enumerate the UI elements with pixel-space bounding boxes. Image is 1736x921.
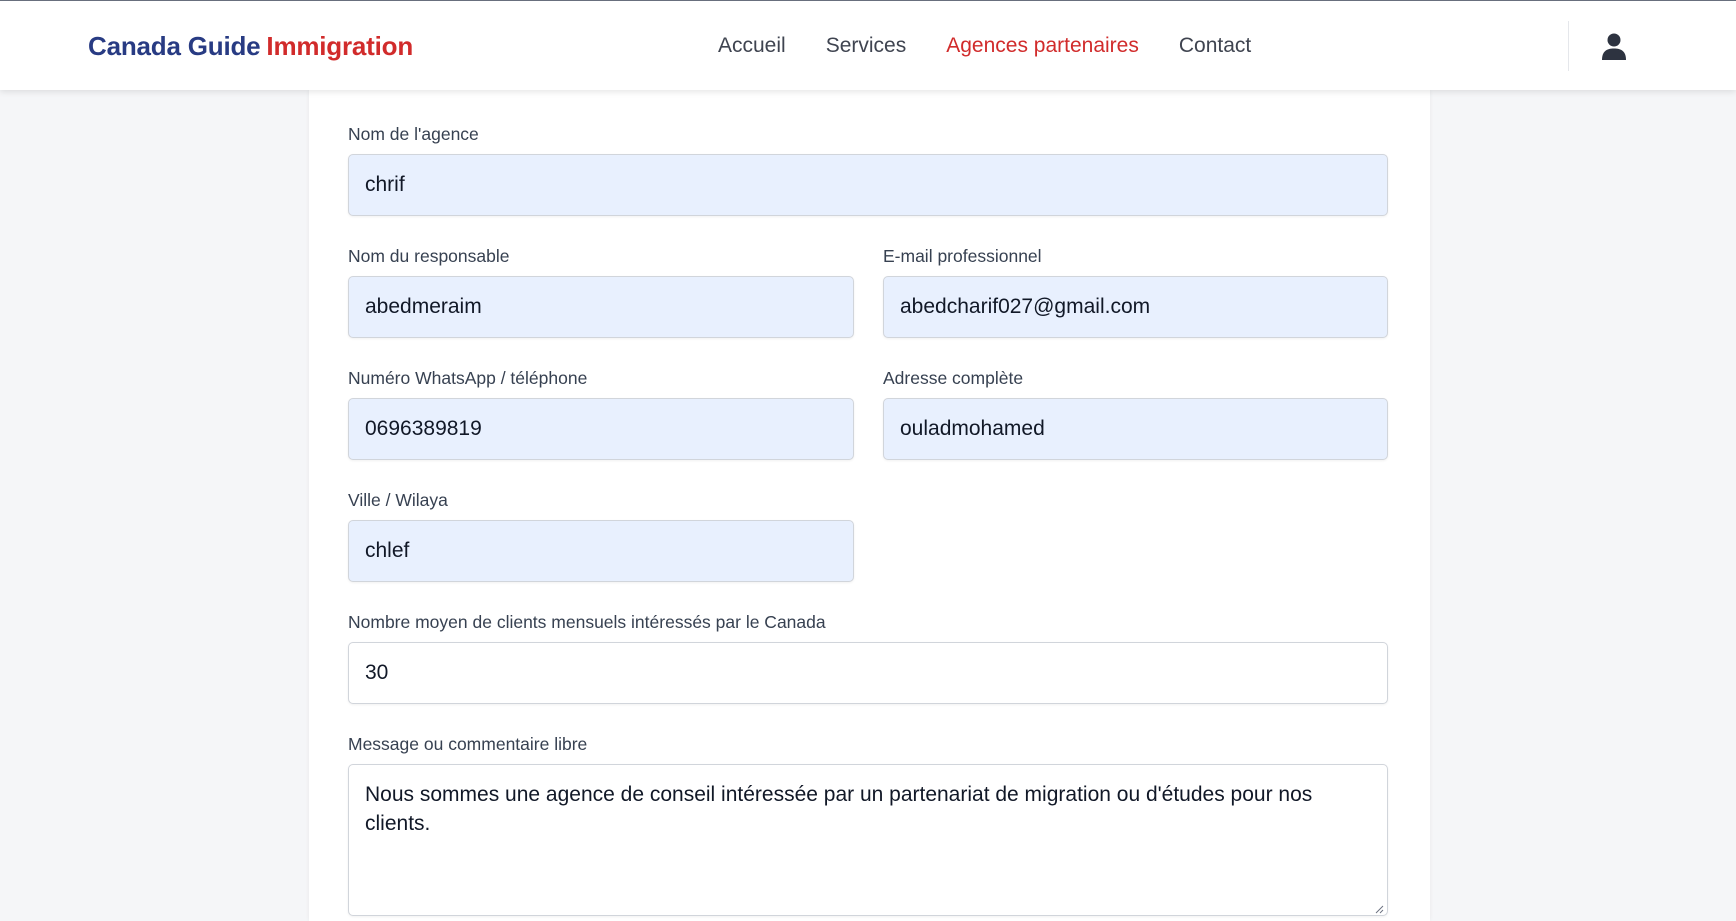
city-input[interactable]: chlef [348,520,854,582]
agency-name-label: Nom de l'agence [348,124,479,144]
field-agency-name [348,124,1388,196]
manager-name-input[interactable]: abedmeraim [348,276,854,338]
message-textarea[interactable]: Nous sommes une agence de conseil intéressée par un partenariat de migration ou d'études pour nos clients. [348,764,1388,916]
resize-handle-icon[interactable] [1374,904,1384,914]
agency-form-card [309,90,1430,921]
phone-label: Numéro WhatsApp / téléphone [348,368,588,388]
phone-input[interactable]: 0696389819 [348,398,854,460]
brand-name-part1: Canada Guide [88,31,261,61]
agency-name-input[interactable]: chrif [348,154,1388,216]
field-address [883,368,1388,440]
field-monthly-clients [348,612,1388,684]
brand-logo[interactable] [88,31,413,62]
email-input[interactable]: abedcharif027@gmail.com [883,276,1388,338]
main-nav [718,34,1251,58]
user-icon [1596,29,1632,65]
site-header [0,1,1736,90]
field-message [348,734,1388,835]
nav-item-accueil[interactable]: Accueil [718,34,786,57]
manager-name-label: Nom du responsable [348,246,510,266]
header-divider [1568,21,1569,71]
monthly-clients-label: Nombre moyen de clients mensuels intéressés par le Canada [348,612,826,632]
address-input[interactable]: ouladmohamed [883,398,1388,460]
field-phone [348,368,854,440]
brand-name-part2: Immigration [266,31,414,61]
address-label: Adresse complète [883,368,1024,388]
field-city [348,490,854,562]
user-account-button[interactable] [1596,29,1632,65]
monthly-clients-input[interactable]: 30 [348,642,1388,704]
nav-item-contact[interactable]: Contact [1178,34,1252,57]
nav-item-services[interactable]: Services [825,34,907,57]
nav-item-agences-partenaires[interactable]: Agences partenaires [946,34,1139,57]
field-manager-name [348,246,854,318]
city-label: Ville / Wilaya [348,490,448,510]
email-label: E-mail professionnel [883,246,1042,266]
message-label: Message ou commentaire libre [348,734,588,754]
field-email [883,246,1388,318]
